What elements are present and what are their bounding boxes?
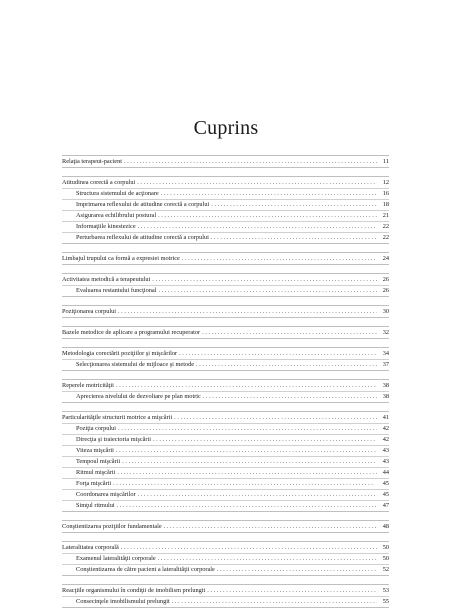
- toc-section: [62, 176, 389, 244]
- toc-entry-label: Poziţia corpului: [76, 425, 117, 432]
- toc-page-number: 48: [382, 523, 389, 530]
- toc-entry-label: Direcţia şi traiectoria mişcării: [76, 436, 152, 443]
- dot-leader: [182, 254, 377, 264]
- toc-page-number: 11: [382, 158, 389, 165]
- toc-entry-label: Examenul lateralităţii corporale: [76, 555, 156, 562]
- toc-page-number: 26: [382, 276, 389, 283]
- toc-page-number: 24: [382, 255, 389, 262]
- toc-entry-label: Structura sistemului de acţionare: [76, 190, 159, 197]
- toc-entry[interactable]: [62, 349, 389, 359]
- toc-entry-label: Forţa mişcării: [76, 480, 112, 487]
- toc-section: [62, 273, 389, 297]
- toc-entry-label: Particularităţile structurii motrice a mişcării: [62, 414, 173, 421]
- toc-entry-label: Ritmul mişcării: [76, 469, 116, 476]
- dot-leader: [196, 360, 377, 370]
- toc-section: [62, 541, 389, 576]
- toc-entry-label: Metodologia corectării poziţiilor şi mişcărilor: [62, 350, 178, 357]
- toc-section: [62, 252, 389, 265]
- toc-subentry[interactable]: [62, 285, 389, 296]
- toc-entry[interactable]: [62, 413, 389, 423]
- toc-entry[interactable]: [62, 275, 389, 285]
- toc-entry-label: Activitatea metodică a terapeutului: [62, 276, 151, 283]
- toc-entry[interactable]: [62, 522, 389, 532]
- toc-entry-label: Reacţiile organismului în condiţii de imobilism prelungit: [62, 587, 206, 594]
- toc-page-number: 43: [382, 458, 389, 465]
- toc-subentry[interactable]: [62, 553, 389, 564]
- toc-entry[interactable]: [62, 328, 389, 338]
- toc-page-number: 45: [382, 491, 389, 498]
- toc-entry-label: Atitudinea corectă a corpului: [62, 179, 136, 186]
- toc-subentry[interactable]: [62, 500, 389, 511]
- toc-entry[interactable]: [62, 157, 389, 167]
- toc-subentry[interactable]: [62, 188, 389, 199]
- toc-subentry[interactable]: [62, 445, 389, 456]
- dot-leader: [174, 413, 377, 423]
- toc-page-number: 22: [382, 223, 389, 230]
- toc-page-number: 42: [382, 436, 389, 443]
- toc-entry-label: Evaluarea restantului funcţional: [76, 287, 157, 294]
- toc-entry-label: Aprecierea nivelului de dezvoltare pe plan motric: [76, 393, 201, 400]
- toc-entry-label: Lateralitatea corporală: [62, 544, 119, 551]
- toc-subentry[interactable]: [62, 434, 389, 445]
- toc-entry-label: Limbajul trupului ca formă a expresiei motrice: [62, 255, 180, 262]
- toc-page-number: 50: [382, 544, 389, 551]
- toc-section: [62, 584, 389, 608]
- toc-entry[interactable]: [62, 254, 389, 264]
- dot-leader: [172, 597, 377, 607]
- toc-entry-label: Conştientizarea poziţiilor fundamentale: [62, 523, 162, 530]
- toc-page-number: 38: [382, 393, 389, 400]
- toc-page-number: 32: [382, 329, 389, 336]
- toc-subentry[interactable]: [62, 221, 389, 232]
- dot-leader: [121, 543, 377, 553]
- toc-entry-label: Asigurarea echilibrului postural: [76, 212, 157, 219]
- toc-page-number: 55: [382, 598, 389, 605]
- toc-section: [62, 305, 389, 318]
- dot-leader: [211, 233, 377, 243]
- toc-entry[interactable]: [62, 178, 389, 188]
- toc-page-number: 38: [382, 382, 389, 389]
- toc-page-number: 21: [382, 212, 389, 219]
- dot-leader: [138, 490, 377, 500]
- toc-entry-label: Poziţionarea corpului: [62, 308, 117, 315]
- toc-subentry[interactable]: [62, 489, 389, 500]
- toc-page-number: 42: [382, 425, 389, 432]
- dot-leader: [217, 565, 377, 575]
- toc-subentry[interactable]: [62, 456, 389, 467]
- toc-section: [62, 326, 389, 339]
- toc-entry[interactable]: [62, 381, 389, 391]
- toc-entry[interactable]: [62, 307, 389, 317]
- dot-leader: [158, 554, 377, 564]
- toc-page-number: 34: [382, 350, 389, 357]
- toc-section: [62, 379, 389, 403]
- toc-entry-label: Relaţia terapeut-pacient: [62, 158, 122, 165]
- page-title: Cuprins: [193, 117, 259, 139]
- toc-subentry[interactable]: [62, 359, 389, 370]
- dot-leader: [158, 286, 377, 296]
- dot-leader: [207, 586, 377, 596]
- toc-entry-label: Coordonarea mişcărilor: [76, 491, 136, 498]
- dot-leader: [116, 446, 377, 456]
- dot-leader: [116, 381, 377, 391]
- dot-leader: [138, 222, 377, 232]
- dot-leader: [124, 157, 377, 167]
- dot-leader: [137, 178, 377, 188]
- toc-subentry[interactable]: [62, 232, 389, 243]
- dot-leader: [122, 457, 377, 467]
- toc-section: [62, 155, 389, 168]
- toc-entry-label: Conştientizarea de către pacient a lateralităţii corporale: [76, 566, 215, 573]
- toc-page-number: 50: [382, 555, 389, 562]
- toc-page-number: 37: [382, 361, 389, 368]
- toc-page-number: 22: [382, 234, 389, 241]
- dot-leader: [118, 307, 377, 317]
- toc-section: [62, 411, 389, 512]
- toc-entry-label: Bazele metodice de aplicare a programului recuperator: [62, 329, 201, 336]
- dot-leader: [153, 435, 377, 445]
- table-of-contents: [62, 155, 389, 616]
- toc-subentry[interactable]: [62, 391, 389, 402]
- dot-leader: [152, 275, 377, 285]
- toc-page-number: 26: [382, 287, 389, 294]
- toc-page-number: 44: [382, 469, 389, 476]
- toc-entry-label: Imprimarea reflexului de atitudine corectă a corpului: [76, 201, 210, 208]
- dot-leader: [158, 211, 377, 221]
- dot-leader: [211, 200, 377, 210]
- dot-leader: [203, 392, 377, 402]
- dot-leader: [164, 522, 377, 532]
- dot-leader: [117, 501, 377, 511]
- toc-page-number: 16: [382, 190, 389, 197]
- toc-subentry[interactable]: [62, 199, 389, 210]
- toc-subentry[interactable]: [62, 478, 389, 489]
- toc-page-number: 45: [382, 480, 389, 487]
- toc-page-number: 41: [382, 414, 389, 421]
- toc-section: [62, 347, 389, 371]
- dot-leader: [113, 479, 377, 489]
- toc-entry[interactable]: [62, 543, 389, 553]
- toc-subentry[interactable]: [62, 467, 389, 478]
- toc-page-number: 43: [382, 447, 389, 454]
- toc-page-number: 53: [382, 587, 389, 594]
- toc-page-number: 47: [382, 502, 389, 509]
- toc-entry-label: Tempoul mişcării: [76, 458, 121, 465]
- dot-leader: [118, 424, 377, 434]
- toc-section: [62, 520, 389, 533]
- dot-leader: [117, 468, 377, 478]
- toc-entry-label: Simţul ritmului: [76, 502, 115, 509]
- toc-entry-label: Consecinţele imobilismului prelungit: [76, 598, 170, 605]
- dot-leader: [179, 349, 377, 359]
- toc-entry-label: Viteza mişcării: [76, 447, 114, 454]
- toc-entry-label: Selecţionarea sistemului de mijloace şi metode: [76, 361, 195, 368]
- toc-subentry[interactable]: [62, 564, 389, 575]
- toc-subentry[interactable]: [62, 210, 389, 221]
- toc-page-number: 12: [382, 179, 389, 186]
- toc-page-number: 18: [382, 201, 389, 208]
- toc-entry[interactable]: [62, 586, 389, 596]
- dot-leader: [161, 189, 377, 199]
- toc-page-number: 52: [382, 566, 389, 573]
- dot-leader: [202, 328, 377, 338]
- toc-subentry[interactable]: [62, 423, 389, 434]
- toc-entry-label: Reperele motricităţii: [62, 382, 114, 389]
- toc-page-number: 30: [382, 308, 389, 315]
- toc-entry-label: Perturbarea reflexului de atitudine corectă a corpului: [76, 234, 209, 241]
- toc-entry-label: Informaţiile kinestezice: [76, 223, 136, 230]
- toc-subentry[interactable]: [62, 596, 389, 607]
